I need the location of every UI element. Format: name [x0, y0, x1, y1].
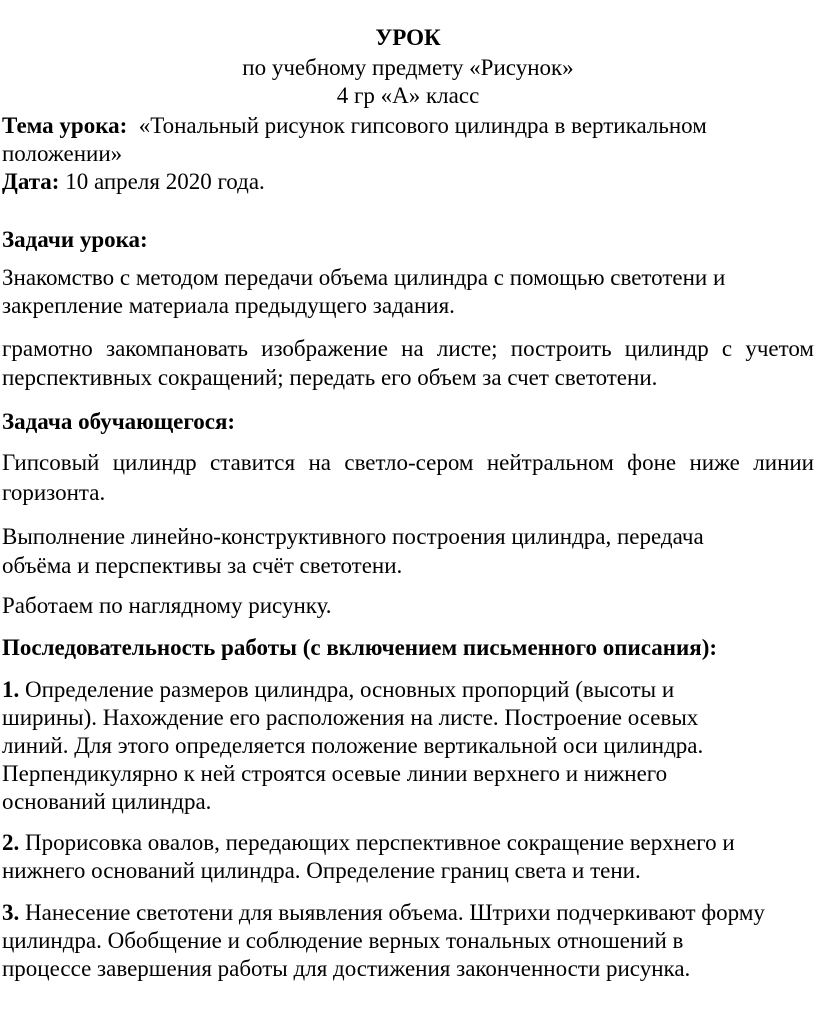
topic-label: Тема урока: [2, 113, 128, 138]
student-task-heading-text: Задача обучающегося: [2, 409, 236, 434]
topic-text-line1: «Тональный рисунок гипсового цилиндра в вертикальном [138, 113, 707, 138]
step-3-text-line1: Нанесение светотени для выявления объема. Штрихи подчеркивают форму [25, 900, 765, 925]
date-label: Дата: [2, 169, 60, 194]
tasks-paragraph2-line1: грамотно закомпановать изображение на листе; построить цилиндр с учетом [2, 336, 814, 361]
student-task-heading [2, 408, 814, 436]
topic-text-line2: положении» [2, 141, 123, 166]
step-2-number: 2. [2, 830, 20, 855]
step-1-line3: линий. Для этого определяется положение вертикальной оси цилиндра. [2, 733, 704, 758]
student-task-paragraph2-line2: объёма и перспективы за счёт светотени. [2, 553, 403, 578]
date-line [2, 168, 814, 196]
tasks-paragraph1-line2: закрепление материала предыдущего задания. [2, 293, 455, 318]
tasks-heading [2, 226, 814, 254]
document-subject: по учебному предмету «Рисунок» [242, 55, 574, 80]
sequence-heading [2, 634, 814, 662]
student-task-paragraph1-line2: горизонта. [2, 480, 106, 505]
step-3-line3: процессе завершения работы для достижения законченности рисунка. [2, 956, 691, 981]
document-grade: 4 гр «А» класс [336, 83, 480, 108]
date-value: 10 апреля 2020 года. [65, 169, 265, 194]
step-2-line2: нижнего оснований цилиндра. Определение границ света и тени. [2, 858, 641, 883]
student-task-paragraph3: Работаем по наглядному рисунку. [2, 593, 332, 618]
student-task-paragraph1-line1: Гипсовый цилиндр ставится на светло-сером нейтральном фоне ниже линии [2, 450, 814, 475]
step-3-number: 3. [2, 900, 20, 925]
step-1-number: 1. [2, 677, 20, 702]
step-3-line2: цилиндра. Обобщение и соблюдение верных тональных отношений в [2, 928, 684, 953]
tasks-paragraph1-line1: Знакомство с методом передачи объема цилиндра с помощью светотени и [2, 265, 726, 290]
step-1-line5: оснований цилиндра. [2, 789, 212, 814]
step-2-line1 [2, 829, 814, 857]
topic-line [2, 112, 814, 140]
tasks-heading-text: Задачи урока: [2, 227, 148, 252]
sequence-heading-text: Последовательность работы (с включением письменного описания): [2, 635, 718, 660]
student-task-paragraph2-line1: Выполнение линейно-конструктивного построения цилиндра, передача [2, 524, 704, 549]
step-1-line1 [2, 676, 814, 704]
step-1-text-line1: Определение размеров цилиндра, основных пропорций (высоты и [25, 677, 675, 702]
step-2-text-line1: Прорисовка овалов, передающих перспективное сокращение верхнего и [25, 830, 735, 855]
step-3-line1 [2, 899, 814, 927]
document-title: УРОК [375, 25, 441, 50]
step-1-line2: ширины). Нахождение его расположения на листе. Построение осевых [2, 705, 699, 730]
tasks-paragraph2-line2: перспективных сокращений; передать его объем за счет светотени. [2, 365, 658, 390]
step-1-line4: Перпендикулярно к ней строятся осевые линии верхнего и нижнего [2, 761, 668, 786]
